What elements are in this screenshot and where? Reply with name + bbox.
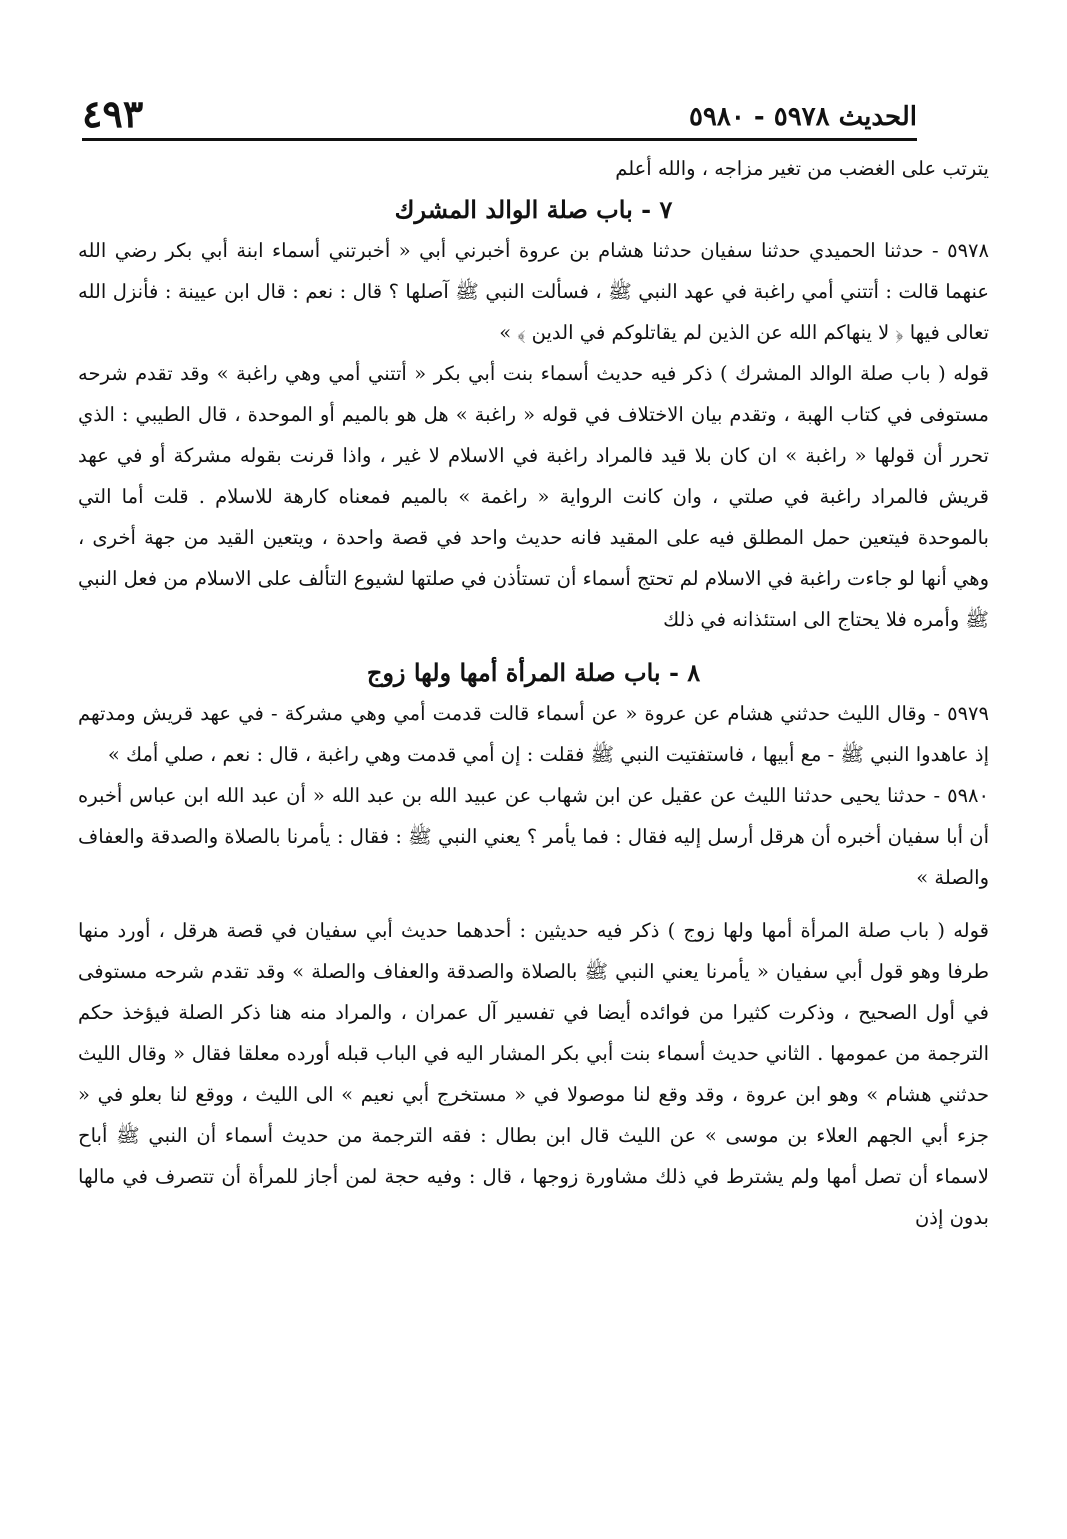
page-number: ٤٩٣ xyxy=(82,91,144,136)
page-header xyxy=(82,86,917,141)
hadith-5979: ٥٩٧٩ - وقال الليث حدثني هشام عن عروة « عن أسماء قالت قدمت أمي وهي مشركة - في عهد قريش ومدتهم إذ عاهدوا النبي ﷺ - مع أبيها ، فاستفتيت النبي ﷺ فقلت : إن أمي قدمت وهي راغبة ، قال : نعم ، صلي أمك » xyxy=(78,702,989,766)
chapter-heading-8: ٨ - باب صلة المرأة أمها ولها زوج xyxy=(366,658,701,687)
commentary-chapter-8: قوله ( باب صلة المرأة أمها ولها زوج ) ذكر فيه حديثين : أحدهما حديث أبي سفيان في قصة هرقل ، أورد منها طرفا وهو قول أبي سفيان « يأمرنا يعني النبي ﷺ بالصلاة والصدقة والعفاف والصلة » وقد تقدم شرحه مستوفى في أول الصحيح ، وذكرت كثيرا من فوائده أيضا في تفسير آل عمران ، والمراد منه هنا ذكر الصلة فيؤخذ حكم الترجمة من عمومها . الثاني حديث أسماء بنت أبي بكر المشار اليه في الباب قبله أورده معلقا فقال « وقال الليث حدثني هشام » وهو ابن عروة ، وقد وقع لنا موصولا في « مستخرج أبي نعيم » الى الليث ، ووقع لنا بعلو في « جزء أبي الجهم العلاء بن موسى » عن الليث قال ابن بطال : فقه الترجمة من حديث أسماء أن النبي ﷺ أباح لاسماء أن تصل أمها ولم يشترط في ذلك مشاورة زوجها ، قال : وفيه حجة لمن أجاز للمرأة أن تتصرف في مالها بدون إذن xyxy=(78,919,989,1229)
intro-line: يترتب على الغضب من تغير مزاجه ، والله أعلم xyxy=(615,157,989,180)
page-body xyxy=(78,148,989,1238)
chapter-heading-7: ٧ - باب صلة الوالد المشرك xyxy=(394,195,673,224)
hadith-5980: ٥٩٨٠ - حدثنا يحيى حدثنا الليث عن عقيل عن ابن شهاب عن عبيد الله بن عبد الله « أن عبد الله ابن عباس أخبره أن أبا سفيان أخبره أن هرقل أرسل إليه فقال : فما يأمر ؟ يعني النبي ﷺ : فقال : يأمرنا بالصلاة والصدقة والعفاف والصلة » xyxy=(78,784,989,889)
running-title: الحديث ٥٩٧٨ - ٥٩٨٠ xyxy=(688,102,917,132)
commentary-chapter-7: قوله ( باب صلة الوالد المشرك ) ذكر فيه حديث أسماء بنت أبي بكر « أتتني أمي وهي راغبة » وقد تقدم شرحه مستوفى في كتاب الهبة ، وتقدم بيان الاختلاف في قوله « راغبة » هل هو بالميم أو الموحدة ، قال الطيبي : الذي تحرر أن قولها « راغبة » ان كان بلا قيد فالمراد راغبة في الاسلام لا غير ، واذا قرنت بقوله مشركة أو في عهد قريش فالمراد راغبة في صلتي ، وان كانت الرواية « راغمة » بالميم فمعناه كارهة للاسلام . قلت أما التي بالموحدة فيتعين حمل المطلق فيه على المقيد فانه حديث واحد في قصة واحدة ، ويتعين القيد من جهة أخرى ، وهي أنها لو جاءت راغبة في الاسلام لم تحتج أسماء أن تستأذن في صلتها لشيوع التألف على الاسلام من فعل النبي ﷺ وأمره فلا يحتاج الى استئذانه في ذلك xyxy=(78,362,989,631)
hadith-5978: ٥٩٧٨ - حدثنا الحميدي حدثنا سفيان حدثنا هشام بن عروة أخبرني أبي « أخبرتني أسماء ابنة أبي بكر رضي الله عنهما قالت : أتتني أمي راغبة في عهد النبي ﷺ ، فسألت النبي ﷺ آصلها ؟ قال : نعم : قال ابن عيينة : فأنزل الله تعالى فيها ﴿ لا ينهاكم الله عن الذين لم يقاتلوكم في الدين ﴾ » xyxy=(78,239,990,344)
